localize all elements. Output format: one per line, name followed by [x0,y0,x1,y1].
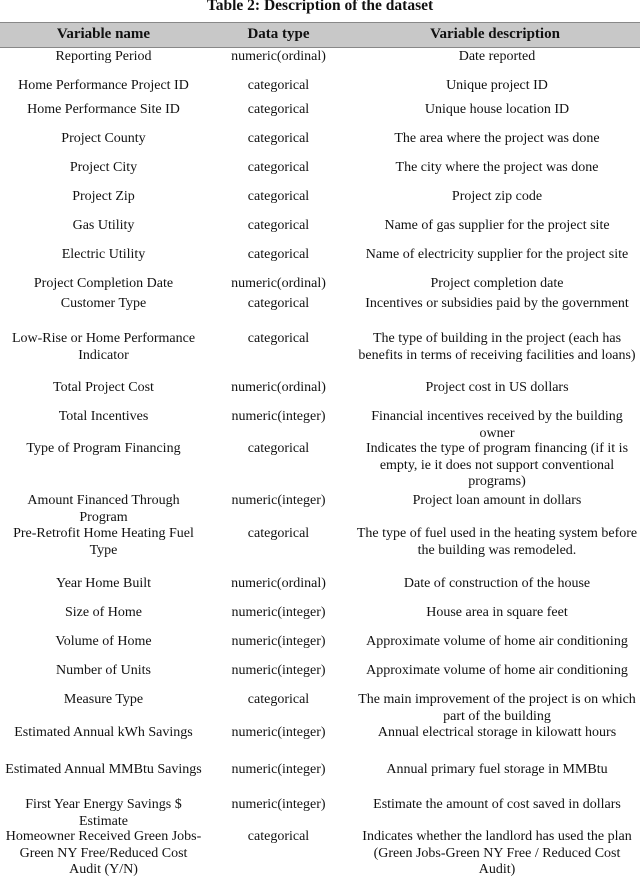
description-cell: Project zip code [451,189,543,204]
table-header [0,22,640,48]
table-caption: Table 2: Description of the dataset [206,0,434,14]
variable-name-cell: Reporting Period [55,49,152,64]
data-type-cell: numeric(ordinal) [231,576,326,591]
description-cell: Annual primary fuel storage in MMBtu [386,762,608,777]
variable-name-cell: Project County [61,131,146,146]
variable-name-cell: Low-Rise or Home Performance Indicator [11,331,196,363]
description-cell: Unique house location ID [424,102,570,117]
data-type-cell: categorical [247,218,310,233]
description-cell: Unique project ID [446,78,548,93]
variable-name-cell: Volume of Home [55,634,152,649]
data-type-cell: categorical [247,296,310,311]
variable-name-cell: Type of Program Financing [26,441,181,456]
variable-name-cell: Total Project Cost [53,380,154,395]
variable-name-cell: Amount Financed Through Program [27,493,180,525]
header-variable-description: Variable description [430,26,560,42]
variable-name-cell: Project Completion Date [33,276,174,291]
data-type-cell: numeric(integer) [231,605,326,620]
description-cell: Date of construction of the house [403,576,591,591]
variable-name-cell: First Year Energy Savings $ Estimate [25,797,182,829]
data-type-cell: categorical [247,247,310,262]
variable-name-cell: Project City [69,160,138,175]
description-cell: Date reported [458,49,536,64]
description-cell: Project loan amount in dollars [412,493,582,508]
description-cell: Project cost in US dollars [425,380,569,395]
description-cell: Estimate the amount of cost saved in dollars [373,797,621,812]
description-cell: The type of fuel used in the heating system before the building was remodeled. [356,526,638,558]
description-cell: The main improvement of the project is on which part of the building [358,692,636,724]
variable-name-cell: Home Performance Site ID [27,102,180,117]
variable-name-cell: Project Zip [72,189,135,204]
description-cell: Name of gas supplier for the project site [384,218,610,233]
data-type-cell: categorical [247,102,310,117]
variable-name-cell: Homeowner Received Green Jobs-Green NY Free/Reduced Cost Audit (Y/N) [5,829,202,877]
data-type-cell: categorical [247,526,310,541]
variable-name-cell: Measure Type [63,692,144,707]
variable-name-cell: Gas Utility [72,218,135,233]
description-cell: The type of building in the project (each has benefits in terms of receiving facilities and loans) [358,331,636,363]
data-type-cell: numeric(integer) [231,634,326,649]
variable-name-cell: Electric Utility [61,247,146,262]
variable-name-cell: Home Performance Project ID [18,78,189,93]
description-cell: The city where the project was done [395,160,599,175]
variable-name-cell: Total Incentives [58,409,149,424]
data-type-cell: numeric(ordinal) [231,276,326,291]
data-type-cell: numeric(integer) [231,663,326,678]
data-type-cell: numeric(ordinal) [231,380,326,395]
header-data-type: Data type [247,26,310,42]
variable-name-cell: Estimated Annual kWh Savings [14,725,193,740]
header-variable-name: Variable name [56,26,151,42]
variable-name-cell: Size of Home [65,605,142,620]
description-cell: Incentives or subsidies paid by the government [365,296,629,311]
data-type-cell: numeric(integer) [231,725,326,740]
data-type-cell: numeric(integer) [231,409,326,424]
data-type-cell: categorical [247,441,310,456]
variable-name-cell: Estimated Annual MMBtu Savings [5,762,202,777]
variable-name-cell: Number of Units [56,663,151,678]
description-cell: Approximate volume of home air conditioning [366,634,628,649]
data-type-cell: numeric(integer) [231,797,326,812]
description-cell: Name of electricity supplier for the project site [365,247,629,262]
variable-name-cell: Pre-Retrofit Home Heating Fuel Type [13,526,194,558]
description-cell: The area where the project was done [394,131,600,146]
data-type-cell: numeric(integer) [231,493,326,508]
data-type-cell: categorical [247,160,310,175]
description-cell: Financial incentives received by the building owner [371,409,623,441]
description-cell: Indicates whether the landlord has used the plan (Green Jobs-Green NY Free / Reduced Cost Audit) [362,829,632,877]
description-cell: Approximate volume of home air conditioning [366,663,628,678]
data-type-cell: categorical [247,131,310,146]
description-cell: House area in square feet [426,605,568,620]
data-type-cell: categorical [247,189,310,204]
description-cell: Indicates the type of program financing (if it is empty, ie it does not support conventional programs) [365,441,629,489]
description-cell: Project completion date [430,276,564,291]
data-type-cell: categorical [247,78,310,93]
data-type-cell: numeric(ordinal) [231,49,326,64]
description-cell: Annual electrical storage in kilowatt hours [377,725,617,740]
data-type-cell: numeric(integer) [231,762,326,777]
data-type-cell: categorical [247,331,310,346]
variable-name-cell: Customer Type [60,296,147,311]
data-type-cell: categorical [247,829,310,844]
variable-name-cell: Year Home Built [55,576,152,591]
data-type-cell: categorical [247,692,310,707]
